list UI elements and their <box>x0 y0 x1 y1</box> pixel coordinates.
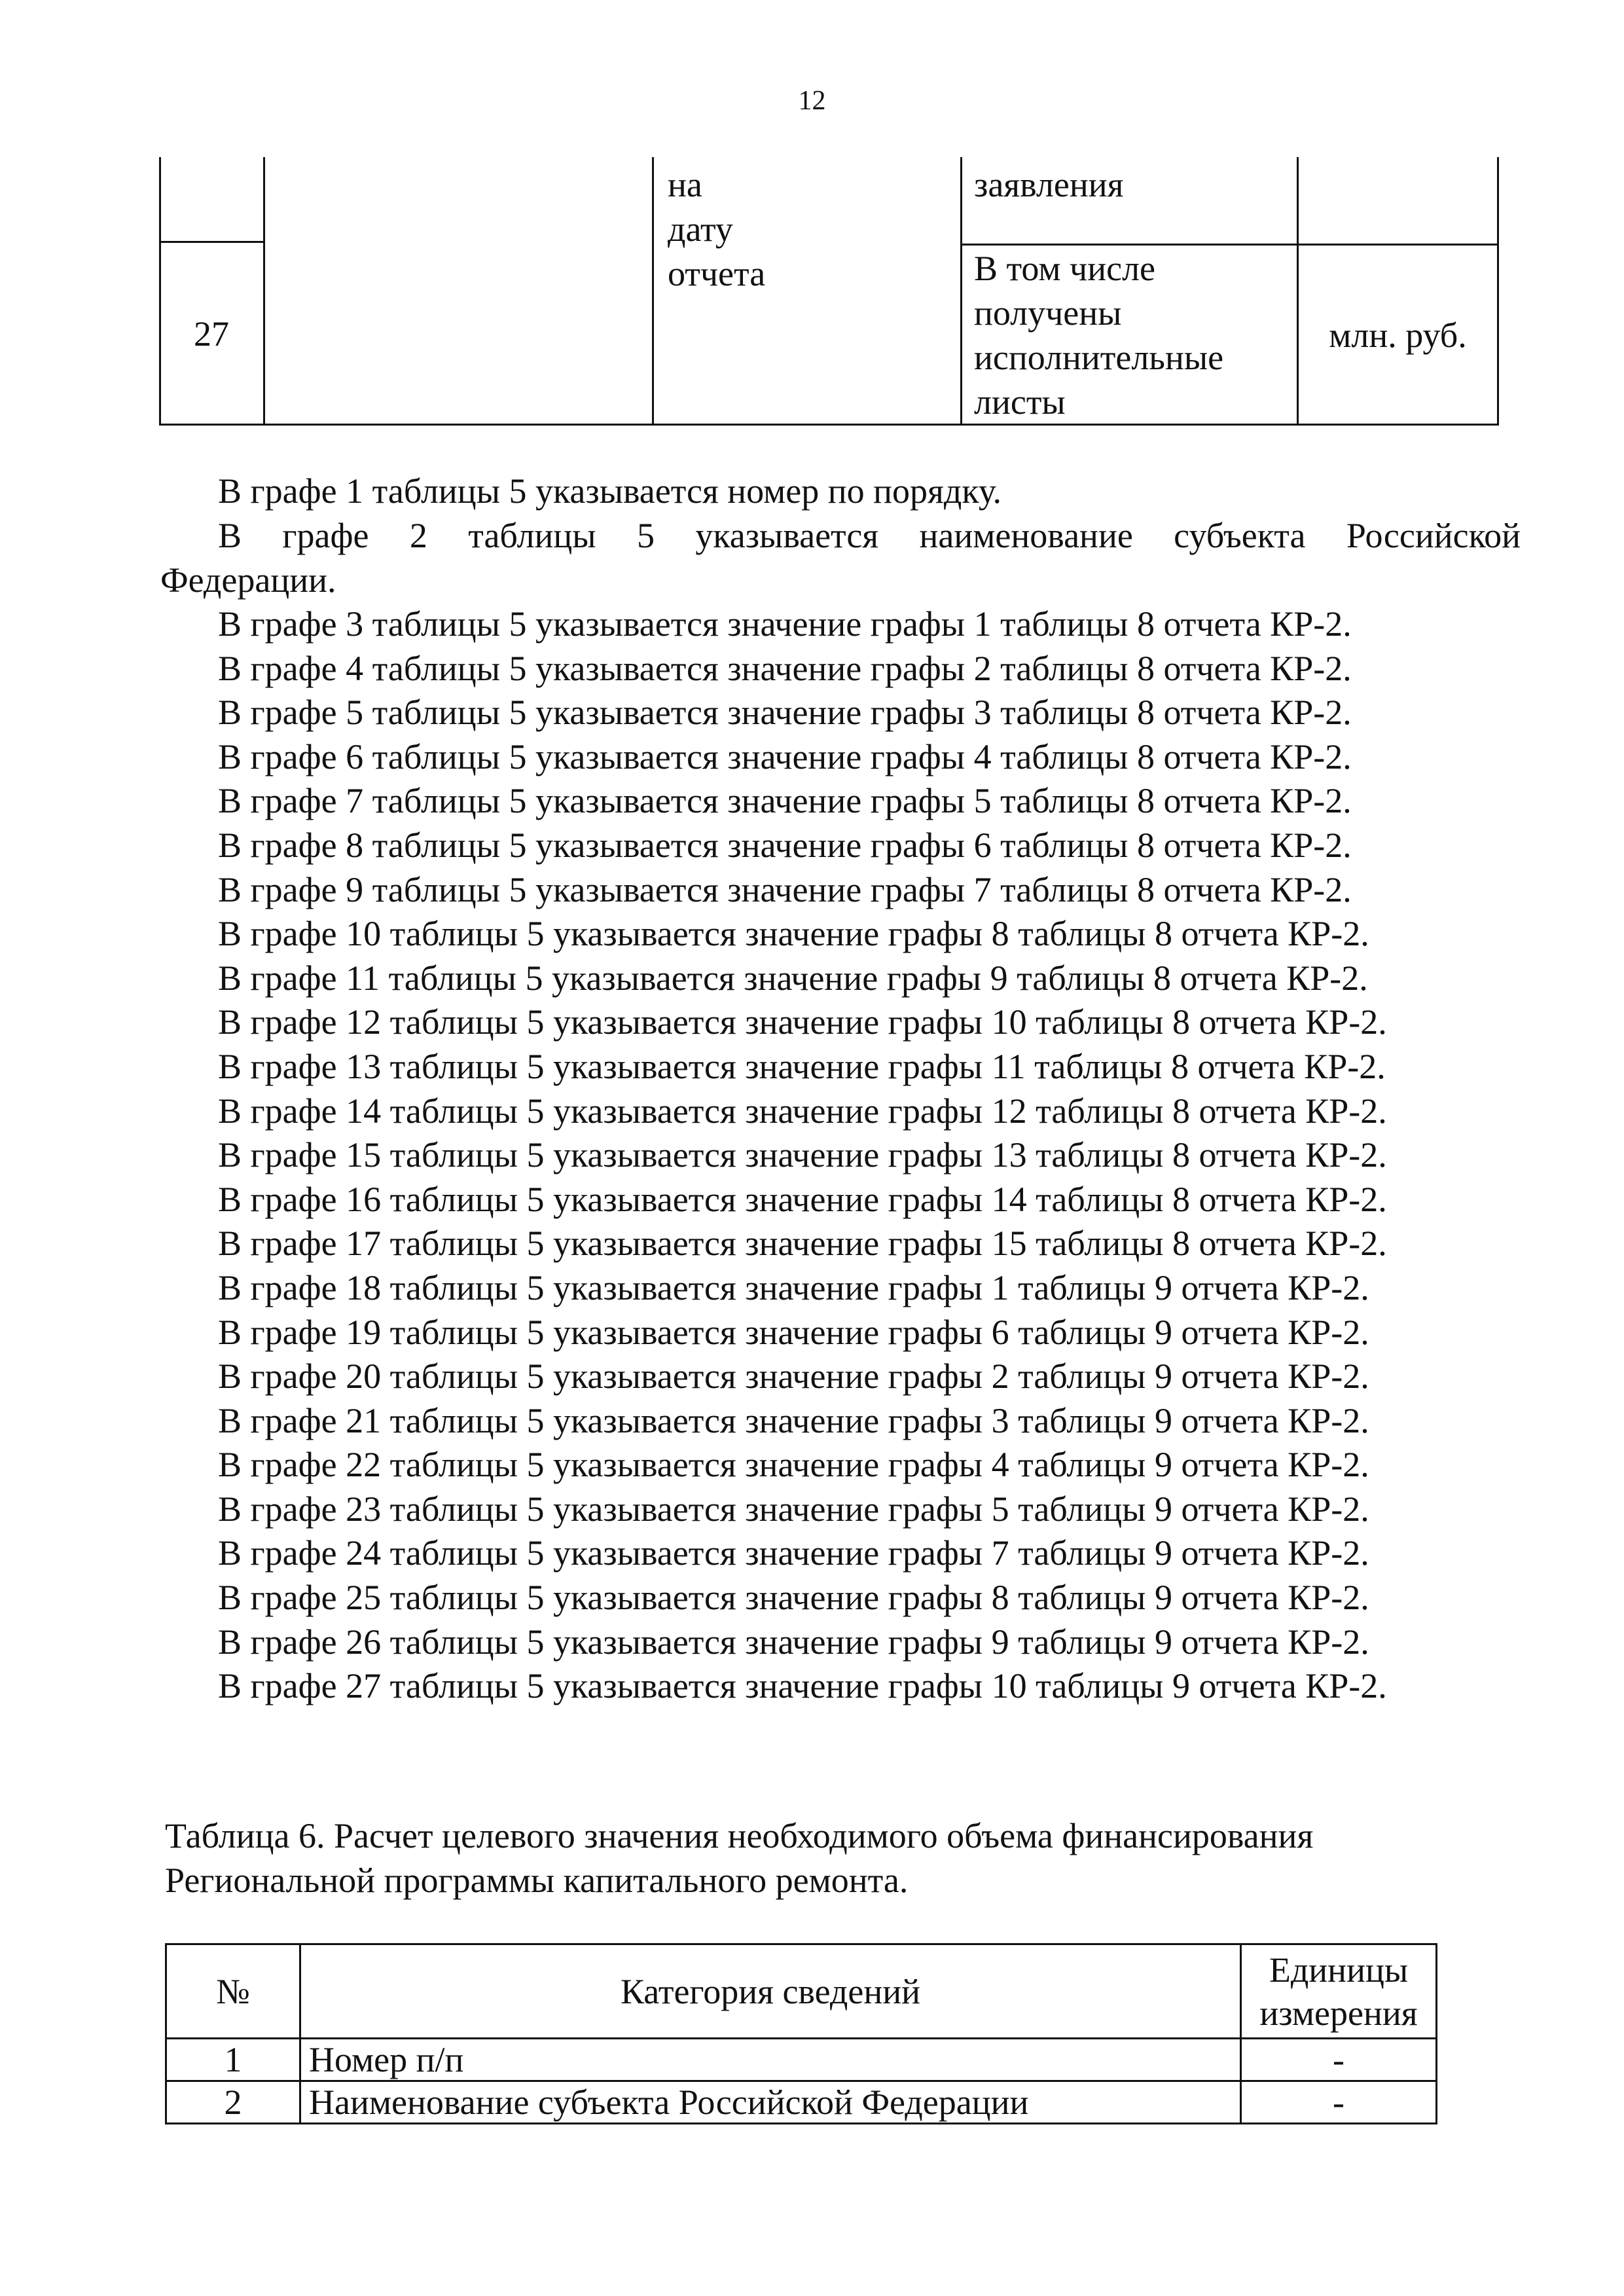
list-item: В графе 11 таблицы 5 указывается значение графы 9 таблицы 8 отчета КР-2. <box>218 958 1368 998</box>
list-item: В графе 15 таблицы 5 указывается значение графы 13 таблицы 8 отчета КР-2. <box>218 1135 1387 1175</box>
list-item: В графе 7 таблицы 5 указывается значение графы 5 таблицы 8 отчета КР-2. <box>218 781 1352 821</box>
intro-line-2-continuation: Федерации. <box>160 560 336 600</box>
row-num: 1 <box>166 2039 300 2081</box>
page-number: 12 <box>798 86 826 116</box>
list-item: В графе 12 таблицы 5 указывается значение графы 10 таблицы 8 отчета КР-2. <box>218 1002 1387 1042</box>
list-item: В графе 19 таблицы 5 указывается значение графы 6 таблицы 9 отчета КР-2. <box>218 1312 1369 1352</box>
header-number: № <box>166 1944 300 2039</box>
list-item: В графе 21 таблицы 5 указывается значение графы 3 таблицы 9 отчета КР-2. <box>218 1400 1369 1440</box>
list-item: В графе 26 таблицы 5 указывается значение графы 9 таблицы 9 отчета КР-2. <box>218 1622 1369 1662</box>
table6 <box>165 1943 1437 2124</box>
row-category: Номер п/п <box>300 2039 1241 2081</box>
list-item: В графе 14 таблицы 5 указывается значение графы 12 таблицы 8 отчета КР-2. <box>218 1091 1387 1131</box>
intro-line-1: В графе 1 таблицы 5 указывается номер по порядку. <box>218 471 1001 511</box>
row-unit: - <box>1241 2039 1437 2081</box>
table-row <box>166 2039 1437 2081</box>
list-item: В графе 23 таблицы 5 указывается значение графы 5 таблицы 9 отчета КР-2. <box>218 1489 1369 1529</box>
list-item: В графе 24 таблицы 5 указывается значение графы 7 таблицы 9 отчета КР-2. <box>218 1533 1369 1573</box>
row-num: 2 <box>166 2081 300 2124</box>
header-unit: Единицы измерения <box>1241 1944 1437 2039</box>
list-item: В графе 8 таблицы 5 указывается значение графы 6 таблицы 8 отчета КР-2. <box>218 825 1352 865</box>
list-item: В графе 20 таблицы 5 указывается значение графы 2 таблицы 9 отчета КР-2. <box>218 1357 1369 1396</box>
list-item: В графе 10 таблицы 5 указывается значение графы 8 таблицы 8 отчета КР-2. <box>218 914 1369 954</box>
list-item: В графе 13 таблицы 5 указывается значение графы 11 таблицы 8 отчета КР-2. <box>218 1046 1386 1086</box>
table6-caption: Таблица 6. Расчет целевого значения необходимого объема финансирования Региональной программы капитального ремонта. <box>165 1816 1314 1900</box>
intro-line-2: В графе 2 таблицы 5 указывается наименование субъекта Российской <box>218 516 1521 555</box>
list-item: В графе 6 таблицы 5 указывается значение графы 4 таблицы 8 отчета КР-2. <box>218 737 1352 776</box>
list-item: В графе 17 таблицы 5 указывается значение графы 15 таблицы 8 отчета КР-2. <box>218 1224 1387 1264</box>
row-category: Наименование субъекта Российской Федерации <box>300 2081 1241 2124</box>
cell-writs-received: В том числе получены исполнительные листы <box>974 249 1224 422</box>
header-category: Категория сведений <box>300 1944 1241 2039</box>
cell-application: заявления <box>974 165 1124 204</box>
list-item: В графе 16 таблицы 5 указывается значение графы 14 таблицы 8 отчета КР-2. <box>218 1179 1387 1219</box>
cell-unit-mln-rub: млн. руб. <box>1329 316 1467 355</box>
table-row <box>166 2081 1437 2124</box>
list-item: В графе 9 таблицы 5 указывается значение графы 7 таблицы 8 отчета КР-2. <box>218 869 1352 909</box>
list-item: В графе 5 таблицы 5 указывается значение графы 3 таблицы 8 отчета КР-2. <box>218 693 1352 733</box>
row-unit: - <box>1241 2081 1437 2124</box>
list-item: В графе 18 таблицы 5 указывается значение графы 1 таблицы 9 отчета КР-2. <box>218 1267 1369 1307</box>
cell-on-report-date: на дату отчета <box>668 165 766 293</box>
list-item: В графе 25 таблицы 5 указывается значение графы 8 таблицы 9 отчета КР-2. <box>218 1578 1369 1618</box>
list-item: В графе 3 таблицы 5 указывается значение графы 1 таблицы 8 отчета КР-2. <box>218 604 1352 644</box>
list-item: В графе 27 таблицы 5 указывается значение графы 10 таблицы 9 отчета КР-2. <box>218 1666 1387 1706</box>
column-descriptions <box>218 602 1387 1709</box>
list-item: В графе 4 таблицы 5 указывается значение графы 2 таблицы 8 отчета КР-2. <box>218 648 1352 688</box>
list-item: В графе 22 таблицы 5 указывается значение графы 4 таблицы 9 отчета КР-2. <box>218 1445 1369 1485</box>
row-number-27: 27 <box>194 314 229 354</box>
table-header-row <box>166 1944 1437 2039</box>
